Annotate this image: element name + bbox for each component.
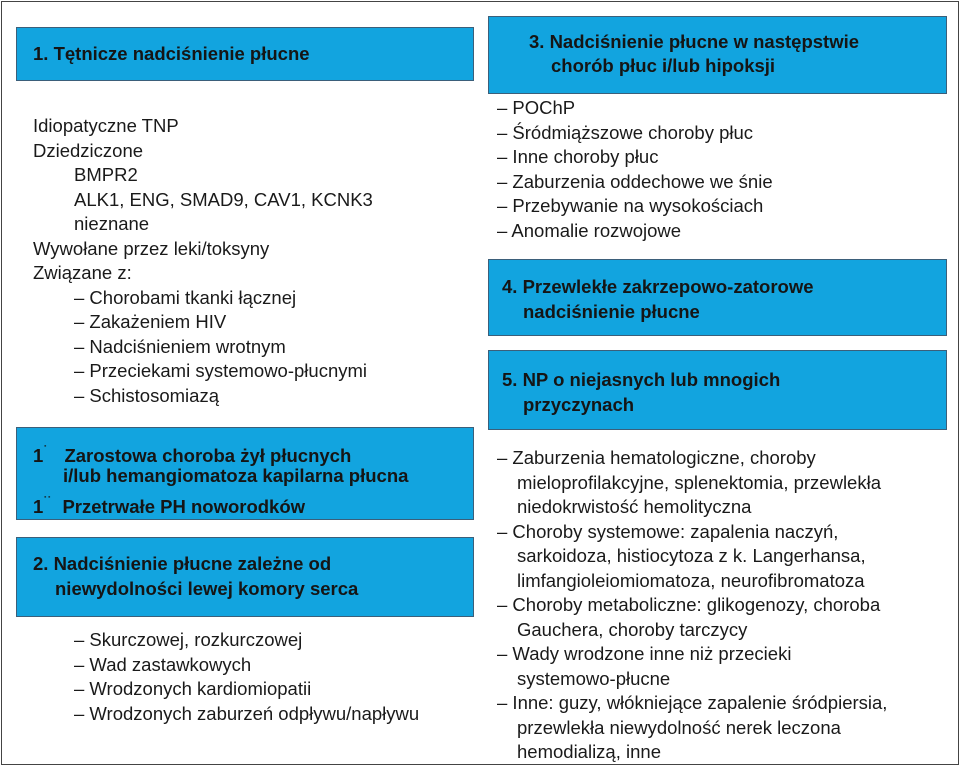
list-item: – Choroby systemowe: zapalenia naczyń, (497, 520, 839, 542)
list-item: – Schistosomiazą (74, 384, 219, 406)
list-item: – Przebywanie na wysokościach (497, 195, 764, 216)
list-item: niedokrwistość hemolityczna (517, 496, 752, 517)
group-4-header (488, 259, 947, 336)
list-item: Idiopatyczne TNP (33, 115, 179, 136)
list-item: – Śródmiąższowe choroby płuc (497, 121, 754, 143)
list-item: – Wrodzonych kardiomiopatii (74, 678, 312, 699)
list-item: Gauchera, choroby tarczycy (517, 618, 748, 640)
group-3-title-line-2: chorób płuc i/lub hipoksji (551, 55, 776, 76)
group-1b-header (16, 427, 474, 520)
group-1-list (33, 114, 373, 408)
group-3-list (497, 96, 773, 243)
list-item: ALK1, ENG, SMAD9, CAV1, KCNK3 (74, 188, 373, 210)
group-4-title-line-1: 4. Przewlekłe zakrzepowo-zatorowe (502, 276, 814, 297)
list-item: – Nadciśnieniem wrotnym (74, 335, 286, 357)
group-3-header (488, 16, 947, 94)
list-item: nieznane (74, 213, 150, 234)
list-item: sarkoidoza, histiocytoza z k. Langerhansa, (517, 545, 866, 566)
list-item: Związane z: (33, 262, 132, 283)
list-item: – Zaburzenia hematologiczne, choroby (497, 447, 816, 468)
group-1b-line-3: 1˙˙ Przetrwałe PH noworodków (33, 494, 306, 517)
group-4-title-line-2: nadciśnienie płucne (523, 301, 700, 322)
list-item: – Inne choroby płuc (497, 146, 659, 167)
list-item: – Wrodzonych zaburzeń odpływu/napływu (74, 702, 420, 724)
group-1-title: 1. Tętnicze nadciśnienie płucne (33, 43, 310, 64)
list-item: – Inne: guzy, włókniejące zapalenie śródpiersia, (497, 692, 888, 713)
group-5-title-line-1: 5. NP o niejasnych lub mnogich (502, 369, 781, 390)
list-item: przewlekła niewydolność nerek leczona (517, 716, 841, 738)
group-3-title-line-1: 3. Nadciśnienie płucne w następstwie (529, 31, 860, 52)
list-item: – Wad zastawkowych (74, 653, 252, 675)
group-2-header (16, 537, 474, 617)
group-1-header (16, 27, 474, 81)
list-item: Wywołane przez leki/toksyny (33, 237, 270, 259)
group-5-title-line-2: przyczynach (523, 394, 635, 415)
list-item: systemowo-płucne (517, 667, 671, 689)
list-item: – Zakażeniem HIV (74, 311, 227, 332)
list-item: hemodializą, inne (517, 741, 661, 762)
list-item: – Zaburzenia oddechowe we śnie (497, 170, 773, 192)
group-2-title-line-2: niewydolności lewej komory serca (55, 578, 359, 599)
list-item: – Przeciekami systemowo-płucnymi (74, 360, 368, 381)
list-item: – Anomalie rozwojowe (497, 219, 682, 241)
group-1b-line-2: i/lub hemangiomatoza kapilarna płucna (63, 465, 409, 486)
list-item: – POChP (497, 97, 576, 118)
list-item: – Wady wrodzone inne niż przecieki (497, 643, 792, 664)
group-1b-line-1: 1˙ Zarostowa choroba żył płucnych (33, 443, 352, 466)
list-item: BMPR2 (74, 164, 138, 185)
list-item: – Skurczowej, rozkurczowej (74, 629, 303, 650)
group-5-header (488, 350, 947, 430)
list-item: limfangioleiomiomatoza, neurofibromatoza (517, 569, 865, 591)
list-item: mieloprofilakcyjne, splenektomia, przewlekła (517, 471, 881, 493)
group-2-title-line-1: 2. Nadciśnienie płucne zależne od (33, 553, 332, 574)
list-item: – Chorobami tkanki łącznej (74, 286, 297, 308)
group-2-list (74, 628, 419, 726)
list-item: – Choroby metaboliczne: glikogenozy, choroba (497, 594, 881, 615)
list-item: Dziedziczone (33, 139, 144, 161)
group-5-list (497, 446, 887, 765)
